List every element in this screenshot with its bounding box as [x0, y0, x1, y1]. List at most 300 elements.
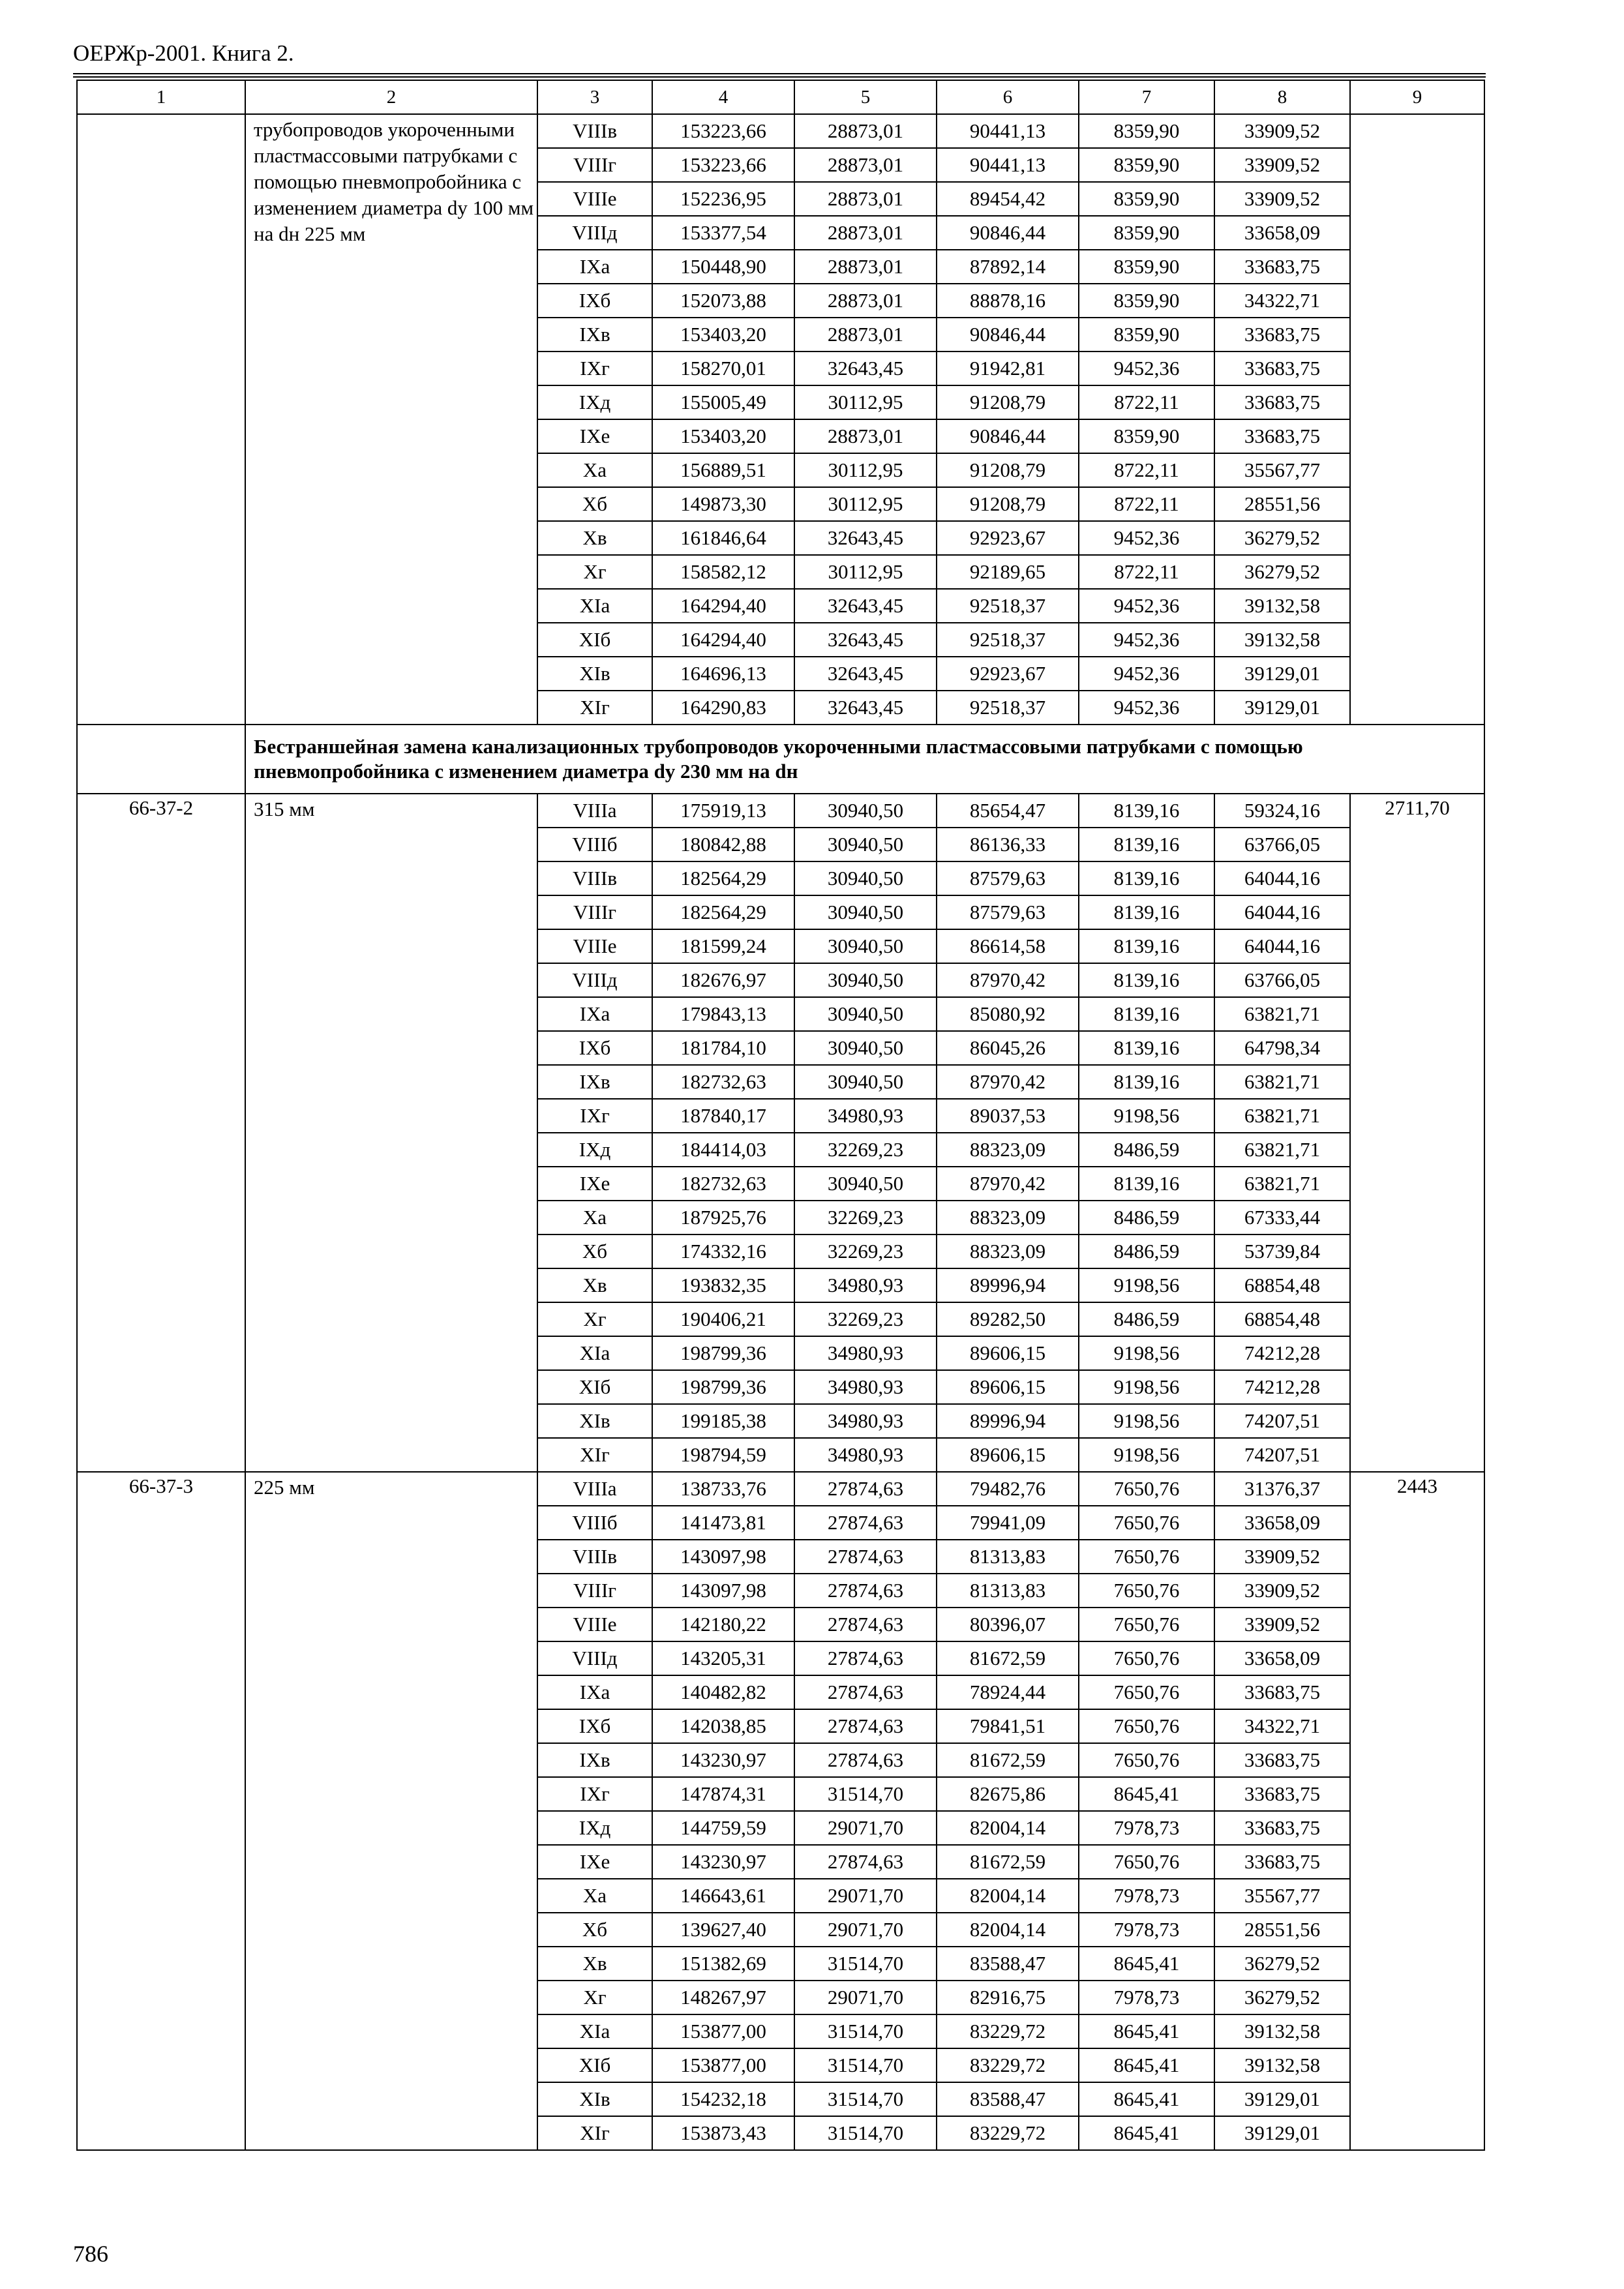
cost-col-8: 39132,58 [1214, 589, 1350, 623]
cost-col-6: 88878,16 [937, 284, 1079, 318]
cost-col-8: 28551,56 [1214, 487, 1350, 521]
cost-total: 142038,85 [652, 1709, 794, 1743]
cost-col-6: 87892,14 [937, 250, 1079, 284]
region-zone: VIIIе [537, 929, 652, 963]
cost-col-6: 91208,79 [937, 385, 1079, 419]
cost-col-8: 33683,75 [1214, 352, 1350, 385]
cost-col-6: 90441,13 [937, 148, 1079, 182]
region-zone: XIг [537, 2116, 652, 2150]
cost-col-5: 31514,70 [794, 2082, 937, 2116]
cost-col-8: 39129,01 [1214, 2116, 1350, 2150]
cost-total: 182564,29 [652, 861, 794, 895]
column-header: 5 [794, 80, 937, 114]
column-header: 6 [937, 80, 1079, 114]
cost-total: 187925,76 [652, 1201, 794, 1234]
cost-col-7: 8359,90 [1079, 250, 1214, 284]
cost-total: 182732,63 [652, 1065, 794, 1099]
cost-col-8: 39132,58 [1214, 2014, 1350, 2048]
cost-total: 193832,35 [652, 1268, 794, 1302]
cost-col-7: 8645,41 [1079, 1947, 1214, 1981]
cost-total: 148267,97 [652, 1981, 794, 2014]
cost-col-7: 7650,76 [1079, 1506, 1214, 1540]
cost-total: 153223,66 [652, 114, 794, 148]
cost-total: 151382,69 [652, 1947, 794, 1981]
cost-col-8: 28551,56 [1214, 1913, 1350, 1947]
region-zone: IXд [537, 385, 652, 419]
cost-col-8: 33909,52 [1214, 1608, 1350, 1641]
column-header: 1 [77, 80, 245, 114]
cost-col-7: 8359,90 [1079, 284, 1214, 318]
table-body [77, 80, 1484, 2150]
cost-col-8: 67333,44 [1214, 1201, 1350, 1234]
region-zone: Xа [537, 453, 652, 487]
region-zone: VIIIг [537, 895, 652, 929]
cost-col-5: 27874,63 [794, 1506, 937, 1540]
cost-col-7: 8722,11 [1079, 385, 1214, 419]
cost-col-6: 83588,47 [937, 1947, 1079, 1981]
cost-col-5: 31514,70 [794, 1947, 937, 1981]
cost-total: 182564,29 [652, 895, 794, 929]
cost-col-7: 7978,73 [1079, 1879, 1214, 1913]
cost-col-8: 36279,52 [1214, 1947, 1350, 1981]
cost-col-7: 9198,56 [1079, 1370, 1214, 1404]
cost-col-6: 82916,75 [937, 1981, 1079, 2014]
cost-col-5: 28873,01 [794, 216, 937, 250]
cost-total: 156889,51 [652, 453, 794, 487]
cost-col-5: 30940,50 [794, 794, 937, 828]
cost-col-5: 28873,01 [794, 419, 937, 453]
header-rule [73, 73, 1486, 78]
cost-col-6: 81313,83 [937, 1574, 1079, 1608]
item-code: 66-37-2 [77, 794, 245, 1472]
cost-col-5: 30112,95 [794, 385, 937, 419]
section-blank-cell [77, 725, 245, 794]
region-zone: IXа [537, 250, 652, 284]
page-header-title: ОЕРЖр-2001. Книга 2. [73, 40, 294, 66]
cost-col-5: 30940,50 [794, 828, 937, 861]
cost-col-6: 89996,94 [937, 1404, 1079, 1438]
cost-col-7: 7650,76 [1079, 1472, 1214, 1506]
region-zone: IXб [537, 1709, 652, 1743]
cost-col-7: 9198,56 [1079, 1438, 1214, 1472]
region-zone: IXе [537, 419, 652, 453]
cost-total: 153873,43 [652, 2116, 794, 2150]
cost-total: 164294,40 [652, 623, 794, 657]
cost-col-6: 90441,13 [937, 114, 1079, 148]
cost-col-6: 87970,42 [937, 1065, 1079, 1099]
cost-col-8: 63766,05 [1214, 963, 1350, 997]
cost-col-5: 32643,45 [794, 691, 937, 725]
cost-col-6: 82004,14 [937, 1879, 1079, 1913]
column-header: 8 [1214, 80, 1350, 114]
section-title-row [77, 725, 1484, 794]
cost-col-7: 7978,73 [1079, 1811, 1214, 1845]
cost-col-7: 9452,36 [1079, 589, 1214, 623]
region-zone: VIIIг [537, 1574, 652, 1608]
cost-col-8: 35567,77 [1214, 1879, 1350, 1913]
cost-col-7: 9452,36 [1079, 691, 1214, 725]
cost-col-5: 31514,70 [794, 2048, 937, 2082]
cost-col-5: 27874,63 [794, 1743, 937, 1777]
cost-col-8: 33683,75 [1214, 1845, 1350, 1879]
cost-col-5: 32269,23 [794, 1234, 937, 1268]
region-zone: XIб [537, 2048, 652, 2082]
region-zone: VIIIе [537, 182, 652, 216]
cost-col-6: 89606,15 [937, 1370, 1079, 1404]
region-zone: VIIIа [537, 794, 652, 828]
region-zone: VIIIв [537, 114, 652, 148]
cost-col-6: 80396,07 [937, 1608, 1079, 1641]
item-code [77, 114, 245, 725]
cost-total: 138733,76 [652, 1472, 794, 1506]
cost-col-5: 30940,50 [794, 1167, 937, 1201]
cost-col-6: 92923,67 [937, 521, 1079, 555]
cost-col-8: 64044,16 [1214, 861, 1350, 895]
cost-col-7: 7650,76 [1079, 1675, 1214, 1709]
cost-total: 152073,88 [652, 284, 794, 318]
cost-col-7: 8486,59 [1079, 1234, 1214, 1268]
cost-col-6: 89037,53 [937, 1099, 1079, 1133]
cost-col-6: 83229,72 [937, 2014, 1079, 2048]
cost-col-6: 90846,44 [937, 318, 1079, 352]
cost-col-6: 89606,15 [937, 1336, 1079, 1370]
cost-total: 174332,16 [652, 1234, 794, 1268]
cost-col-5: 27874,63 [794, 1574, 937, 1608]
cost-total: 187840,17 [652, 1099, 794, 1133]
region-zone: VIIIб [537, 1506, 652, 1540]
cost-col-6: 90846,44 [937, 419, 1079, 453]
cost-col-8: 74212,28 [1214, 1336, 1350, 1370]
region-zone: Xб [537, 1913, 652, 1947]
cost-col-8: 33909,52 [1214, 1540, 1350, 1574]
cost-col-8: 33909,52 [1214, 148, 1350, 182]
cost-col-5: 32269,23 [794, 1201, 937, 1234]
cost-col-6: 90846,44 [937, 216, 1079, 250]
cost-col-7: 9198,56 [1079, 1268, 1214, 1302]
cost-col-8: 33683,75 [1214, 318, 1350, 352]
cost-col-6: 86614,58 [937, 929, 1079, 963]
cost-col-5: 30112,95 [794, 453, 937, 487]
cost-col-6: 81313,83 [937, 1540, 1079, 1574]
cost-col-8: 63766,05 [1214, 828, 1350, 861]
cost-col-5: 34980,93 [794, 1370, 937, 1404]
cost-total: 158270,01 [652, 352, 794, 385]
cost-col-5: 30940,50 [794, 997, 937, 1031]
cost-total: 161846,64 [652, 521, 794, 555]
region-zone: VIIIд [537, 216, 652, 250]
cost-col-5: 32643,45 [794, 657, 937, 691]
cost-col-6: 92518,37 [937, 691, 1079, 725]
cost-col-7: 7650,76 [1079, 1641, 1214, 1675]
region-zone: VIIIв [537, 1540, 652, 1574]
cost-col-8: 33658,09 [1214, 216, 1350, 250]
cost-col-7: 9198,56 [1079, 1404, 1214, 1438]
cost-col-8: 33683,75 [1214, 1743, 1350, 1777]
cost-col-5: 27874,63 [794, 1641, 937, 1675]
cost-col-7: 8139,16 [1079, 997, 1214, 1031]
cost-total: 153223,66 [652, 148, 794, 182]
cost-total: 154232,18 [652, 2082, 794, 2116]
region-zone: IXд [537, 1811, 652, 1845]
cost-col-6: 83588,47 [937, 2082, 1079, 2116]
region-zone: VIIIг [537, 148, 652, 182]
item-description: 315 мм [245, 794, 537, 1472]
cost-col-6: 88323,09 [937, 1133, 1079, 1167]
cost-col-5: 29071,70 [794, 1981, 937, 2014]
cost-total: 153403,20 [652, 318, 794, 352]
cost-total: 143097,98 [652, 1574, 794, 1608]
cost-total: 180842,88 [652, 828, 794, 861]
cost-col-5: 28873,01 [794, 250, 937, 284]
cost-col-6: 86136,33 [937, 828, 1079, 861]
cost-col-5: 32269,23 [794, 1302, 937, 1336]
region-zone: VIIIа [537, 1472, 652, 1506]
cost-col-5: 32643,45 [794, 521, 937, 555]
cost-col-5: 30112,95 [794, 487, 937, 521]
cost-col-8: 39129,01 [1214, 2082, 1350, 2116]
cost-col-7: 8486,59 [1079, 1201, 1214, 1234]
cost-col-8: 33683,75 [1214, 385, 1350, 419]
cost-col-5: 32643,45 [794, 623, 937, 657]
cost-col-7: 8359,90 [1079, 182, 1214, 216]
cost-col-5: 31514,70 [794, 2116, 937, 2150]
cost-col-8: 33683,75 [1214, 1811, 1350, 1845]
cost-col-7: 8139,16 [1079, 794, 1214, 828]
table-row [77, 794, 1484, 828]
region-zone: VIIIб [537, 828, 652, 861]
cost-col-8: 33909,52 [1214, 1574, 1350, 1608]
region-zone: Xг [537, 555, 652, 589]
cost-col-6: 89606,15 [937, 1438, 1079, 1472]
cost-col-5: 30940,50 [794, 1031, 937, 1065]
cost-col-8: 36279,52 [1214, 1981, 1350, 2014]
cost-col-6: 87970,42 [937, 963, 1079, 997]
cost-col-7: 8359,90 [1079, 114, 1214, 148]
cost-col-5: 27874,63 [794, 1472, 937, 1506]
cost-col-7: 8722,11 [1079, 487, 1214, 521]
cost-col-7: 8645,41 [1079, 2116, 1214, 2150]
cost-col-8: 39129,01 [1214, 691, 1350, 725]
cost-col-5: 31514,70 [794, 1777, 937, 1811]
region-zone: IXа [537, 997, 652, 1031]
region-zone: IXб [537, 284, 652, 318]
region-zone: IXг [537, 1099, 652, 1133]
cost-col-8: 68854,48 [1214, 1268, 1350, 1302]
region-zone: XIв [537, 657, 652, 691]
cost-total: 152236,95 [652, 182, 794, 216]
cost-col-6: 83229,72 [937, 2048, 1079, 2082]
region-zone: XIв [537, 1404, 652, 1438]
cost-total: 190406,21 [652, 1302, 794, 1336]
cost-total: 184414,03 [652, 1133, 794, 1167]
cost-col-6: 79482,76 [937, 1472, 1079, 1506]
section-title: Бестраншейная замена канализационных трубопроводов укороченными пластмассовыми патрубками с помощью пневмопробойника с изменением диаметра dу 230 мм на dн [245, 725, 1484, 794]
cost-col-7: 7650,76 [1079, 1574, 1214, 1608]
cost-total: 181784,10 [652, 1031, 794, 1065]
cost-col-5: 28873,01 [794, 114, 937, 148]
cost-total: 139627,40 [652, 1913, 794, 1947]
region-zone: Xб [537, 487, 652, 521]
cost-col-5: 34980,93 [794, 1438, 937, 1472]
cost-col-6: 81672,59 [937, 1641, 1079, 1675]
cost-col-6: 88323,09 [937, 1201, 1079, 1234]
cost-col-8: 64798,34 [1214, 1031, 1350, 1065]
cost-col-8: 31376,37 [1214, 1472, 1350, 1506]
cost-col-8: 74212,28 [1214, 1370, 1350, 1404]
cost-col-7: 8722,11 [1079, 555, 1214, 589]
cost-col-8: 68854,48 [1214, 1302, 1350, 1336]
cost-total: 199185,38 [652, 1404, 794, 1438]
cost-total: 140482,82 [652, 1675, 794, 1709]
cost-col-6: 92923,67 [937, 657, 1079, 691]
cost-col-6: 91208,79 [937, 453, 1079, 487]
cost-col-6: 91208,79 [937, 487, 1079, 521]
cost-total: 182732,63 [652, 1167, 794, 1201]
cost-col-6: 81672,59 [937, 1743, 1079, 1777]
cost-total: 147874,31 [652, 1777, 794, 1811]
cost-total: 153877,00 [652, 2048, 794, 2082]
cost-col-7: 9452,36 [1079, 657, 1214, 691]
item-code: 66-37-3 [77, 1472, 245, 2150]
region-zone: XIг [537, 691, 652, 725]
cost-col-6: 82004,14 [937, 1811, 1079, 1845]
region-zone: Xв [537, 1268, 652, 1302]
region-zone: Xв [537, 1947, 652, 1981]
cost-col-5: 28873,01 [794, 318, 937, 352]
cost-total: 182676,97 [652, 963, 794, 997]
cost-col-5: 30940,50 [794, 929, 937, 963]
cost-col-8: 39129,01 [1214, 657, 1350, 691]
region-zone: VIIIд [537, 963, 652, 997]
region-zone: IXв [537, 1065, 652, 1099]
cost-col-6: 91942,81 [937, 352, 1079, 385]
cost-col-5: 28873,01 [794, 284, 937, 318]
cost-col-8: 74207,51 [1214, 1438, 1350, 1472]
cost-col-5: 28873,01 [794, 148, 937, 182]
region-zone: IXв [537, 318, 652, 352]
cost-col-8: 33683,75 [1214, 1675, 1350, 1709]
cost-col-8: 63821,71 [1214, 1133, 1350, 1167]
cost-col-5: 34980,93 [794, 1336, 937, 1370]
region-zone: XIб [537, 623, 652, 657]
cost-col-8: 63821,71 [1214, 1167, 1350, 1201]
cost-total: 146643,61 [652, 1879, 794, 1913]
cost-col-7: 8486,59 [1079, 1302, 1214, 1336]
cost-col-7: 9452,36 [1079, 352, 1214, 385]
cost-total: 155005,49 [652, 385, 794, 419]
column-header: 3 [537, 80, 652, 114]
cost-col-7: 7650,76 [1079, 1845, 1214, 1879]
cost-col-7: 8139,16 [1079, 1065, 1214, 1099]
region-zone: VIIIв [537, 861, 652, 895]
cost-col-6: 78924,44 [937, 1675, 1079, 1709]
cost-col-8: 33909,52 [1214, 114, 1350, 148]
table-row [77, 1472, 1484, 1506]
cost-col-7: 9452,36 [1079, 521, 1214, 555]
cost-col-8: 59324,16 [1214, 794, 1350, 828]
cost-col-6: 79841,51 [937, 1709, 1079, 1743]
cost-col-6: 82004,14 [937, 1913, 1079, 1947]
cost-col-6: 85080,92 [937, 997, 1079, 1031]
cost-col-8: 53739,84 [1214, 1234, 1350, 1268]
column-header: 7 [1079, 80, 1214, 114]
region-zone: XIб [537, 1370, 652, 1404]
cost-col-7: 7650,76 [1079, 1540, 1214, 1574]
cost-total: 143230,97 [652, 1845, 794, 1879]
cost-col-7: 8359,90 [1079, 318, 1214, 352]
region-zone: Xг [537, 1981, 652, 2014]
cost-col-5: 34980,93 [794, 1404, 937, 1438]
cost-total: 164290,83 [652, 691, 794, 725]
region-zone: IXа [537, 1675, 652, 1709]
page-number: 786 [73, 2241, 108, 2267]
cost-total: 153403,20 [652, 419, 794, 453]
region-zone: IXд [537, 1133, 652, 1167]
cost-col-7: 8139,16 [1079, 1167, 1214, 1201]
cost-total: 143230,97 [652, 1743, 794, 1777]
cost-col-7: 7978,73 [1079, 1913, 1214, 1947]
column-header-row [77, 80, 1484, 114]
cost-col-5: 32269,23 [794, 1133, 937, 1167]
cost-col-8: 33683,75 [1214, 1777, 1350, 1811]
cost-col-5: 30940,50 [794, 861, 937, 895]
cost-total: 198799,36 [652, 1370, 794, 1404]
cost-col-8: 36279,52 [1214, 521, 1350, 555]
cost-col-5: 32643,45 [794, 352, 937, 385]
cost-col-8: 39132,58 [1214, 2048, 1350, 2082]
cost-col-8: 39132,58 [1214, 623, 1350, 657]
cost-col-7: 8359,90 [1079, 419, 1214, 453]
cost-col-5: 27874,63 [794, 1845, 937, 1879]
cost-col-7: 8722,11 [1079, 453, 1214, 487]
cost-col-8: 33909,52 [1214, 182, 1350, 216]
cost-total: 144759,59 [652, 1811, 794, 1845]
cost-col-5: 29071,70 [794, 1879, 937, 1913]
cost-col-7: 9452,36 [1079, 623, 1214, 657]
cost-total: 198799,36 [652, 1336, 794, 1370]
cost-col-8: 63821,71 [1214, 1099, 1350, 1133]
column-header: 2 [245, 80, 537, 114]
item-description: трубопроводов укороченными пластмассовыми патрубками с помощью пневмопробойника с изменением диаметра dу 100 мм на dн 225 мм [245, 114, 537, 725]
cost-total: 153377,54 [652, 216, 794, 250]
cost-col-8: 34322,71 [1214, 1709, 1350, 1743]
cost-total: 143097,98 [652, 1540, 794, 1574]
column-header: 9 [1350, 80, 1484, 114]
cost-col-8: 33658,09 [1214, 1641, 1350, 1675]
region-zone: XIа [537, 2014, 652, 2048]
cost-total: 164696,13 [652, 657, 794, 691]
region-zone: VIIIд [537, 1641, 652, 1675]
cost-col-5: 29071,70 [794, 1811, 937, 1845]
cost-col-6: 79941,09 [937, 1506, 1079, 1540]
cost-col-6: 89282,50 [937, 1302, 1079, 1336]
cost-col-6: 85654,47 [937, 794, 1079, 828]
cost-col-8: 74207,51 [1214, 1404, 1350, 1438]
cost-total: 179843,13 [652, 997, 794, 1031]
item-description: 225 мм [245, 1472, 537, 2150]
cost-col-6: 88323,09 [937, 1234, 1079, 1268]
region-zone: IXб [537, 1031, 652, 1065]
region-zone: Xг [537, 1302, 652, 1336]
cost-col-6: 92518,37 [937, 589, 1079, 623]
cost-col-5: 27874,63 [794, 1540, 937, 1574]
region-zone: XIв [537, 2082, 652, 2116]
region-zone: XIа [537, 1336, 652, 1370]
cost-col-8: 36279,52 [1214, 555, 1350, 589]
cost-col-7: 8645,41 [1079, 1777, 1214, 1811]
cost-col-6: 87579,63 [937, 861, 1079, 895]
cost-total: 181599,24 [652, 929, 794, 963]
